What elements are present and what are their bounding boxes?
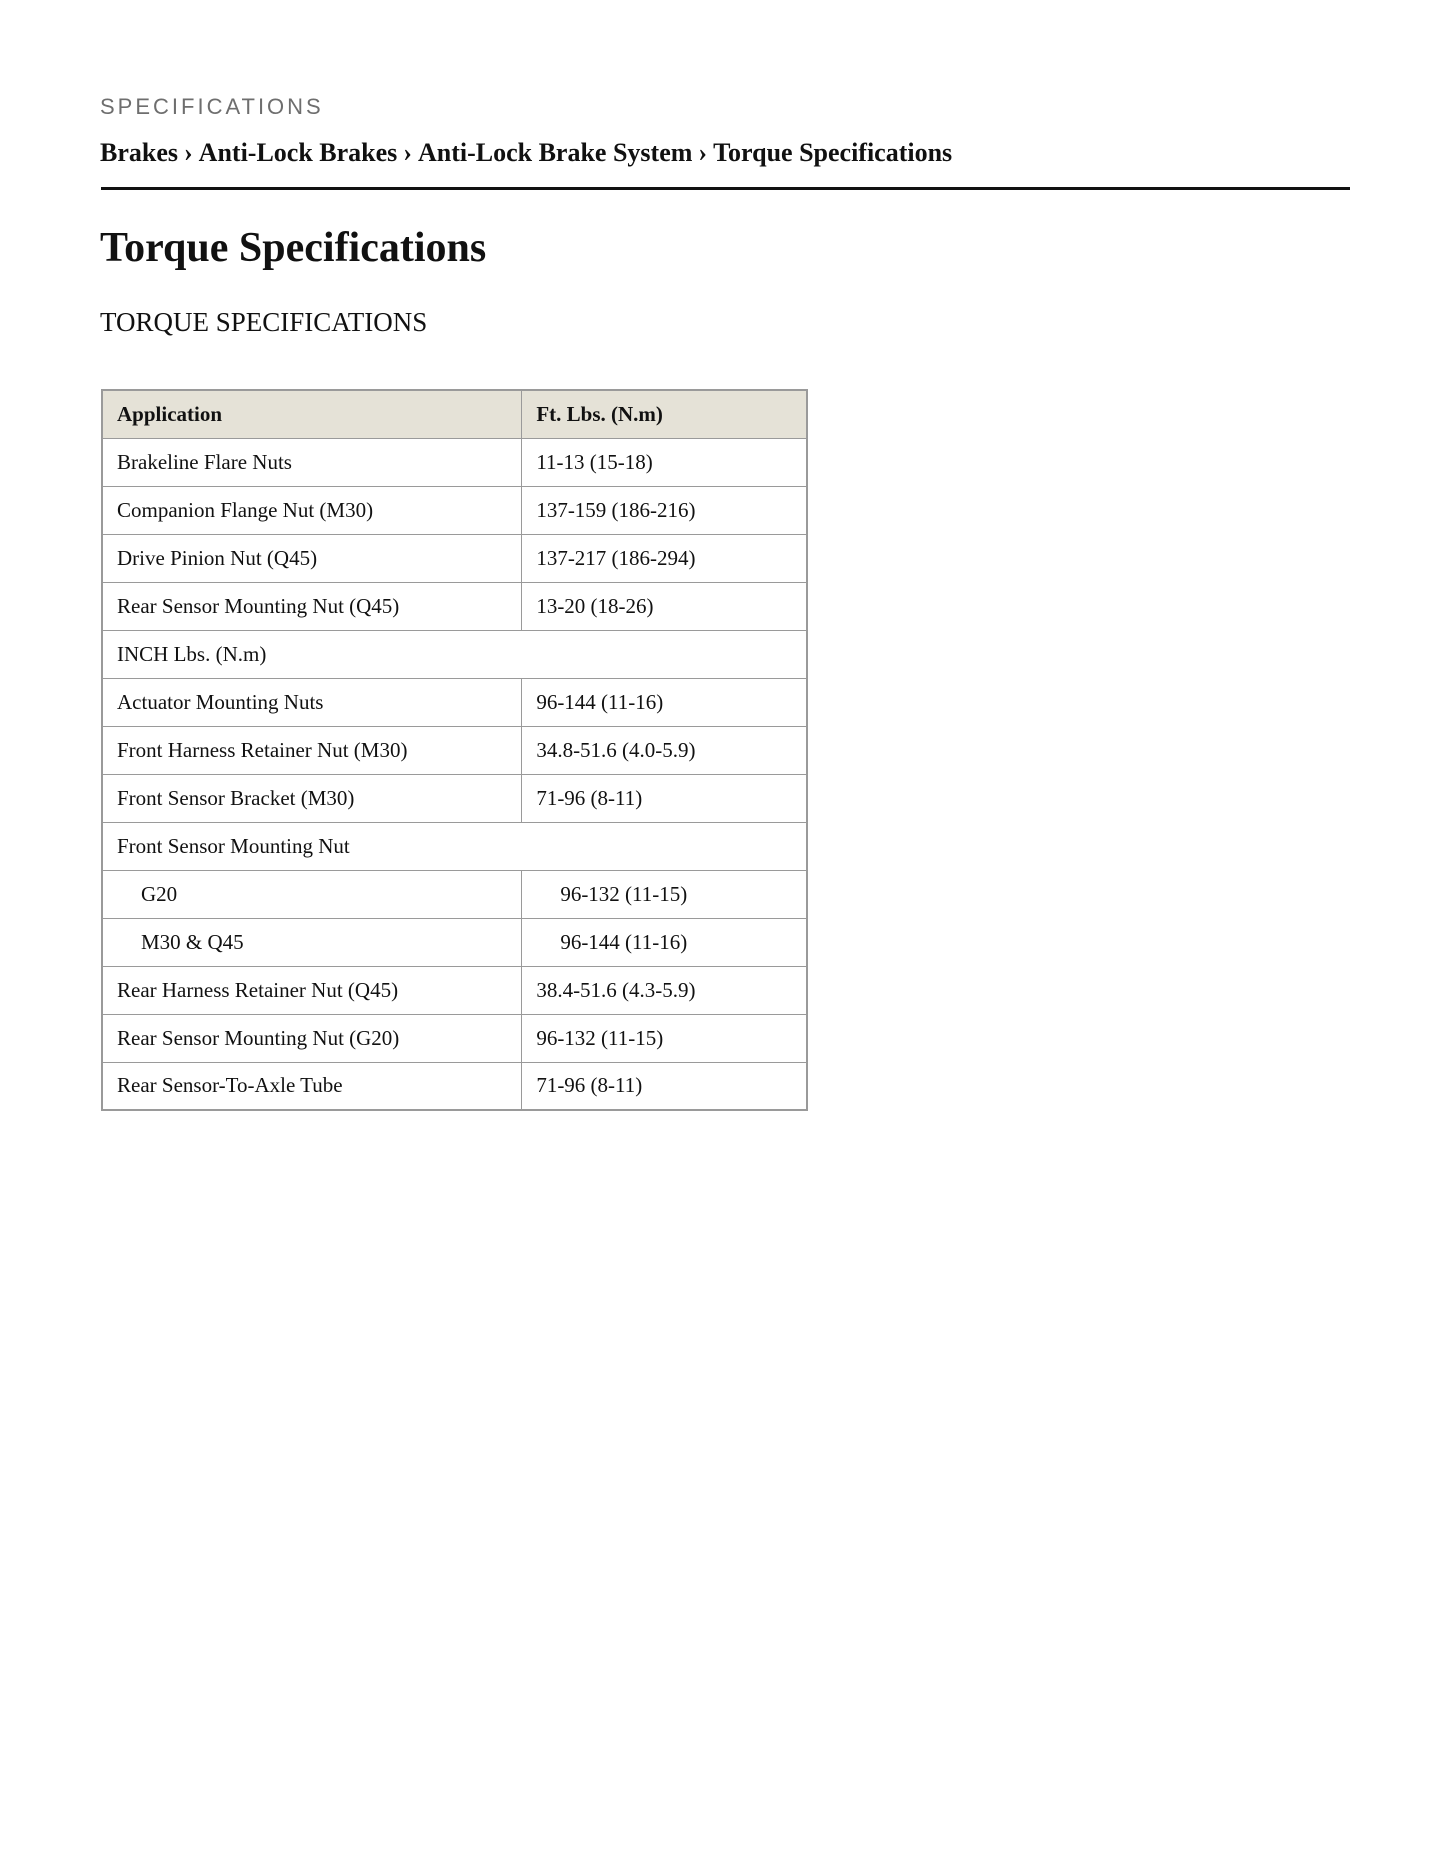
torque-value-cell: 71-96 (8-11) [522,774,807,822]
application-cell: Companion Flange Nut (M30) [102,486,522,534]
application-cell: Rear Harness Retainer Nut (Q45) [102,966,522,1014]
application-cell: Rear Sensor-To-Axle Tube [102,1062,522,1110]
torque-value-cell: 11-13 (15-18) [522,438,807,486]
torque-value-cell: 96-144 (11-16) [522,918,807,966]
table-row [102,1014,807,1062]
table-row [102,726,807,774]
table-row [102,1062,807,1110]
torque-value-cell: 96-132 (11-15) [522,1014,807,1062]
table-row [102,438,807,486]
breadcrumb-separator: › [184,138,193,167]
application-cell: Brakeline Flare Nuts [102,438,522,486]
breadcrumb [100,138,952,168]
application-cell: G20 [102,870,522,918]
section-subtitle: TORQUE SPECIFICATIONS [100,307,428,337]
table-section-row [102,630,807,678]
table-row [102,486,807,534]
torque-value-cell: 34.8-51.6 (4.0-5.9) [522,726,807,774]
section-heading-cell: Front Sensor Mounting Nut [102,822,807,870]
torque-value-cell: 71-96 (8-11) [522,1062,807,1110]
section-heading-cell: INCH Lbs. (N.m) [102,630,807,678]
application-cell: Front Sensor Bracket (M30) [102,774,522,822]
torque-value-cell: 137-159 (186-216) [522,486,807,534]
header-divider [101,187,1350,190]
table-body [102,438,807,1110]
torque-spec-table [101,389,808,1111]
breadcrumb-item-torque-specifications: Torque Specifications [713,138,953,167]
page-title: Torque Specifications [100,225,487,271]
table-section-row [102,822,807,870]
table-row [102,678,807,726]
torque-value-cell: 96-132 (11-15) [522,870,807,918]
application-cell: Actuator Mounting Nuts [102,678,522,726]
table-header-row [102,390,807,438]
torque-value-cell: 13-20 (18-26) [522,582,807,630]
table-row [102,918,807,966]
torque-value-cell: 38.4-51.6 (4.3-5.9) [522,966,807,1014]
torque-value-cell: 137-217 (186-294) [522,534,807,582]
breadcrumb-item-anti-lock-brake-system[interactable]: Anti-Lock Brake System [417,138,693,167]
application-cell: M30 & Q45 [102,918,522,966]
column-header-application: Application [102,390,522,438]
table-row [102,966,807,1014]
application-cell: Rear Sensor Mounting Nut (Q45) [102,582,522,630]
table-row [102,870,807,918]
application-cell: Front Harness Retainer Nut (M30) [102,726,522,774]
table-row [102,582,807,630]
breadcrumb-separator: › [403,138,412,167]
application-cell: Drive Pinion Nut (Q45) [102,534,522,582]
table-row [102,774,807,822]
breadcrumb-item-brakes[interactable]: Brakes [100,138,178,167]
section-label: SPECIFICATIONS [100,94,324,119]
breadcrumb-item-anti-lock-brakes[interactable]: Anti-Lock Brakes [198,138,398,167]
breadcrumb-separator: › [698,138,708,167]
application-cell: Rear Sensor Mounting Nut (G20) [102,1014,522,1062]
table-row [102,534,807,582]
torque-value-cell: 96-144 (11-16) [522,678,807,726]
column-header-ft-lbs: Ft. Lbs. (N.m) [522,390,807,438]
